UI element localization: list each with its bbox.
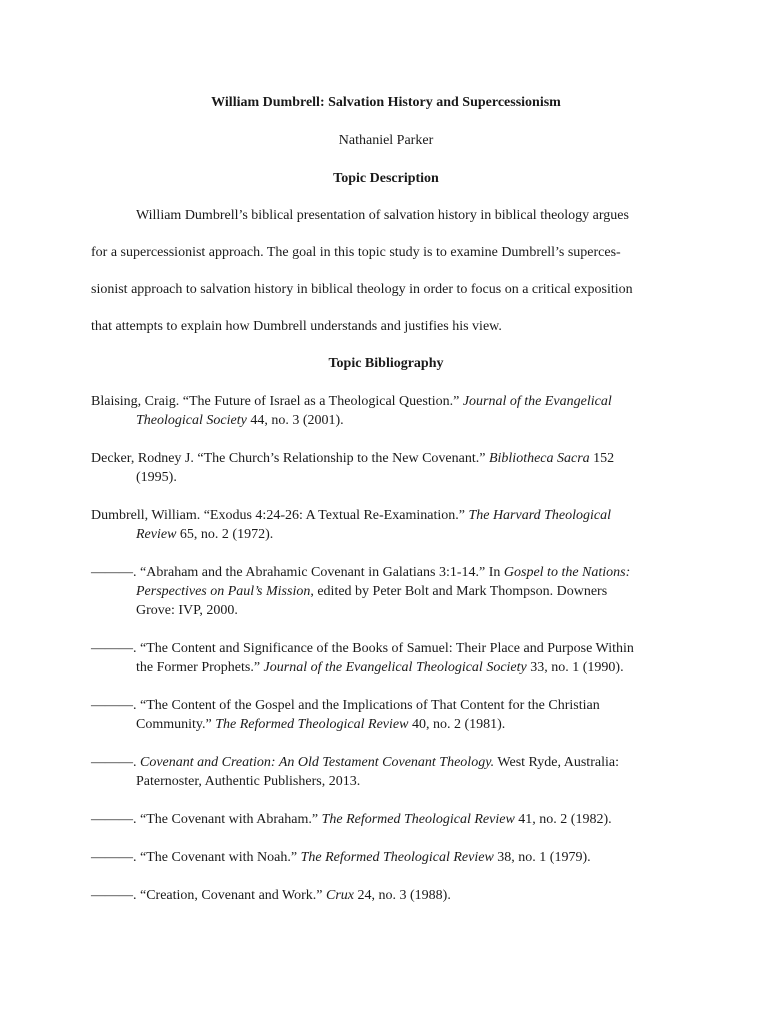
topic-description-heading: Topic Description bbox=[333, 171, 439, 186]
bibliography-entry: ———. “The Covenant with Noah.” The Reformed Theological Review 38, no. 1 (1979). bbox=[91, 850, 591, 865]
bibliography-entry: ———. “The Content of the Gospel and the Implications of That Content for the Christian Community.” The Reformed Theological Review 40, no. 2 (1981). bbox=[91, 698, 600, 732]
bibliography-entry: Decker, Rodney J. “The Church’s Relationship to the New Covenant.” Bibliotheca Sacra 152 (1995). bbox=[91, 451, 615, 485]
topic-bibliography-heading: Topic Bibliography bbox=[328, 356, 444, 371]
description-line: for a supercessionist approach. The goal in this topic study is to examine Dumbrell’s superces- bbox=[91, 245, 621, 260]
description-line: William Dumbrell’s biblical presentation of salvation history in biblical theology argues bbox=[136, 208, 629, 223]
bibliography-entry: ———. “Abraham and the Abrahamic Covenant in Galatians 3:1-14.” In Gospel to the Nations: Perspectives on Paul’s Mission, edited by Peter Bolt and Mark Thompson. Downers Grove: IVP, 2000. bbox=[91, 565, 631, 618]
description-line: sionist approach to salvation history in biblical theology in order to focus on a critical exposition bbox=[91, 282, 633, 297]
bibliography-entry: ———. “Creation, Covenant and Work.” Crux 24, no. 3 (1988). bbox=[91, 888, 451, 903]
author-name: Nathaniel Parker bbox=[338, 133, 434, 148]
bibliography-entry: ———. Covenant and Creation: An Old Testament Covenant Theology. West Ryde, Australia: Paternoster, Authentic Publishers, 2013. bbox=[91, 755, 619, 789]
document-title: William Dumbrell: Salvation History and Supercessionism bbox=[211, 95, 561, 110]
bibliography-entry: ———. “The Covenant with Abraham.” The Reformed Theological Review 41, no. 2 (1982). bbox=[91, 812, 612, 827]
description-line: that attempts to explain how Dumbrell understands and justifies his view. bbox=[91, 319, 502, 334]
bibliography-entry: Blaising, Craig. “The Future of Israel as a Theological Question.” Journal of the Evangelical Theological Society 44, no. 3 (2001). bbox=[91, 394, 612, 428]
bibliography-entry: Dumbrell, William. “Exodus 4:24-26: A Textual Re-Examination.” The Harvard Theological Review 65, no. 2 (1972). bbox=[91, 508, 612, 542]
bibliography-entry: ———. “The Content and Significance of the Books of Samuel: Their Place and Purpose Within the Former Prophets.” Journal of the Evangelical Theological Society 33, no. 1 (1990). bbox=[91, 641, 634, 675]
